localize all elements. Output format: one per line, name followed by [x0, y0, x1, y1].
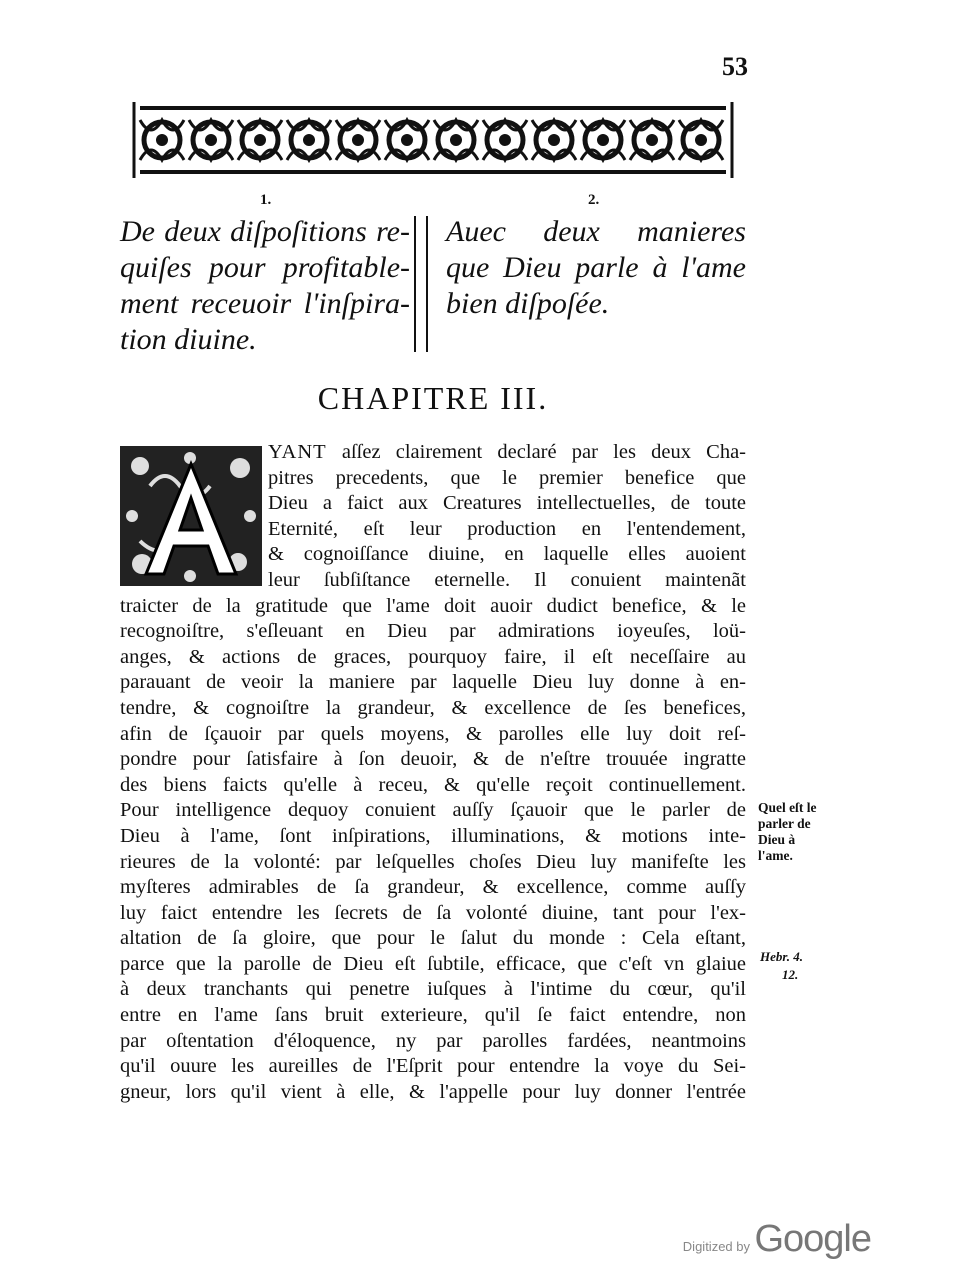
summary-line: De deux diſpoſitions re-: [120, 215, 410, 248]
margin-note-line: parler de: [758, 816, 811, 831]
summary-col1-number: 1.: [260, 192, 272, 208]
summary-line: ment receuoir l'inſpira-: [120, 287, 410, 320]
summary-line: bien diſpoſée.: [446, 287, 610, 320]
margin-ref-line: Hebr. 4.: [760, 949, 803, 964]
body-text: [120, 440, 746, 1105]
text-line: gneur, lors qu'il vient à elle, & l'appelle pour luy donner l'entrée: [120, 1080, 746, 1103]
text-line: qu'il ouure les aureilles de l'Eſprit pour entendre la voye du Sei-: [120, 1055, 746, 1078]
watermark-small: Digitized by: [682, 1239, 750, 1254]
chapter-title: CHAPITRE III.: [317, 380, 549, 416]
summary-column-2: [446, 214, 746, 322]
summary-line: tion diuine.: [120, 323, 257, 356]
text-line: tendre, & cognoiſtre la grandeur, & excellence de ſes benefices,: [120, 696, 746, 719]
text-line: par oſtentation d'éloquence, ny par parolles fardées, neantmoins: [120, 1029, 746, 1052]
text-line: entre en l'ame ſans bruit exterieure, qu'il ſe faict entendre, non: [120, 1004, 746, 1027]
text-line: Dieu à l'ame, ſont inſpirations, illuminations, & motions inte-: [120, 824, 746, 847]
text-line: rieures de la volonté: par leſquelles choſes Dieu luy manifeſte les: [120, 850, 746, 873]
margin-note-line: l'ame.: [758, 848, 793, 863]
page-number: 53: [722, 52, 748, 81]
text-line: Dieu a faict aux Creatures intellectuelles, de toute: [268, 492, 746, 515]
text-line: & cognoiſſance diuine, en laquelle elles auoient: [268, 543, 746, 566]
text-line: traicter de la gratitude que l'ame doit auoir dudict benefice, & le: [120, 594, 746, 617]
margin-note: [758, 800, 818, 864]
text-line: pondre pour ſatisfaire à ſon deuoir, & de n'eſtre trouuée ingratte: [120, 748, 746, 771]
text-line: luy faict entendre les ſecrets de ſa volonté diuine, tant pour l'ex-: [120, 901, 746, 924]
ornamental-headpiece: [126, 96, 740, 184]
watermark-logo: Google: [754, 1218, 871, 1260]
text-line: afin de ſçauoir par quels moyens, & parolles elle luy doit reſ-: [120, 722, 746, 745]
text-line-content: aſſez clairement declaré par les deux Cha-: [341, 441, 746, 463]
text-line: parauant de veoir la maniere par laquelle Dieu luy donne à en-: [120, 671, 746, 694]
summary-line: Auec deux manieres: [446, 215, 746, 248]
text-line: anges, & actions de graces, pourquoy faire, il eſt neceſſaire au: [120, 645, 746, 668]
text-line: pitres precedents, que le premier benefice que: [268, 466, 746, 489]
text-line: altation de ſa gloire, que pour le ſalut du monde : Cela eſtant,: [120, 927, 746, 950]
summary-col2-number: 2.: [588, 192, 600, 208]
text-line: [120, 440, 746, 466]
summary-line: quiſes pour profitable-: [120, 251, 410, 284]
summary-line: que Dieu parle à l'ame: [446, 251, 746, 284]
text-line: Eternité, eſt leur production en l'entendement,: [268, 517, 746, 540]
digitization-watermark: [683, 1218, 871, 1261]
margin-note-line: Quel eſt le: [758, 800, 817, 815]
text-line: parce que la parolle de Dieu eſt ſubtile, efficace, que c'eſt vn glaiue: [120, 952, 746, 975]
first-word: YANT: [268, 441, 327, 463]
column-separator: [414, 216, 428, 352]
margin-note-line: Dieu à: [758, 832, 796, 847]
margin-ref-line: 12.: [782, 967, 799, 982]
text-line: des biens faicts qu'elle à receu, & qu'elle reçoit continuellement.: [120, 773, 746, 796]
text-line: leur ſubſiſtance eternelle. Il conuient maintenãt: [268, 568, 746, 591]
text-line: myſteres admirables de ſa grandeur, & excellence, comme auſſy: [120, 876, 746, 899]
text-line: à deux tranchants qui penetre iuſques à l'intime du cœur, qu'il: [120, 978, 746, 1001]
text-line: Pour intelligence dequoy conuient auſſy ſçauoir que le parler de: [120, 799, 746, 822]
summary-column-1: [120, 214, 410, 358]
margin-reference: [760, 948, 803, 984]
text-line: recognoiſtre, s'eſleuant en Dieu par admirations ioyeuſes, loü-: [120, 620, 746, 643]
